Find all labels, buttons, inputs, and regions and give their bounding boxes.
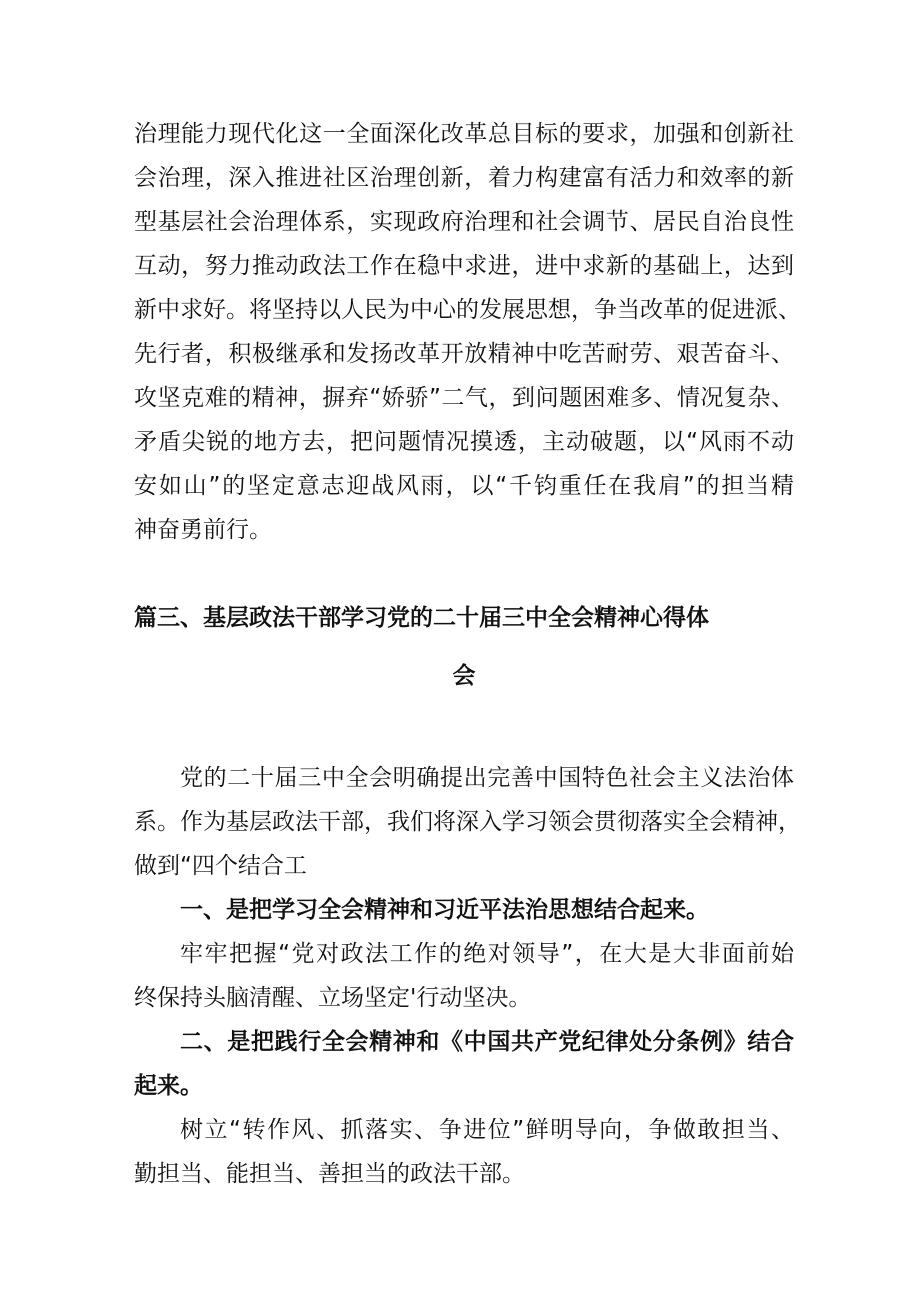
point-one bbox=[134, 888, 794, 1020]
section-heading-line: 篇三、基层政法干部学习党的二十届三中全会精神心得体 bbox=[134, 605, 709, 631]
text-line: 型基层社会治理体系，实现政府治理和社会调节、居民自治良性 bbox=[134, 209, 794, 235]
text-line: 新中求好。将坚持以人民为中心的发展思想，争当改革的促进派、 bbox=[134, 297, 801, 323]
section-heading bbox=[134, 596, 794, 698]
text-line: 安如山”的坚定意志迎战风雨，以“千钧重任在我肩”的担当精 bbox=[134, 473, 794, 499]
paragraph-continuation bbox=[134, 112, 801, 552]
text-line: 互动，努力推动政法工作在稳中求进，进中求新的基础上，达到 bbox=[134, 253, 794, 279]
text-line: 神奋勇前行。 bbox=[134, 517, 272, 543]
text-line: 系。作为基层政法干部，我们将深入学习领会贯彻落实全会精神， bbox=[134, 809, 801, 835]
text-line: 牢牢把握“党对政法工作的绝对领导”，在大是大非面前始 bbox=[180, 941, 794, 967]
text-line: 攻坚克难的精神，摒弃“娇骄”二气，到问题困难多、情况复杂、 bbox=[134, 385, 794, 411]
point-heading: 一、是把学习全会精神和习近平法治思想结合起来。 bbox=[180, 897, 709, 923]
text-line: 终保持头脑清醒、立场坚定'行动坚决。 bbox=[134, 985, 532, 1011]
text-line: 会治理，深入推进社区治理创新，着力构建富有活力和效率的新 bbox=[134, 165, 794, 191]
point-heading: 二、是把践行全会精神和《中国共产党纪律处分条例》结合 bbox=[180, 1029, 794, 1055]
text-line: 党的二十届三中全会明确提出完善中国特色社会主义法治体 bbox=[180, 765, 794, 791]
text-line: 勤担当、能担当、善担当的政法干部。 bbox=[134, 1161, 525, 1187]
text-line: 矛盾尖锐的地方去，把问题情况摸透，主动破题，以“风雨不动 bbox=[134, 429, 794, 455]
point-two bbox=[134, 1020, 794, 1196]
text-line: 治理能力现代化这一全面深化改革总目标的要求，加强和创新社 bbox=[134, 121, 794, 147]
text-line: 做到“四个结合工 bbox=[134, 853, 307, 879]
text-line: 先行者，积极继承和发扬改革开放精神中吃苦耐劳、艰苦奋斗、 bbox=[134, 341, 794, 367]
section-heading-line: 会 bbox=[452, 663, 476, 689]
point-heading: 起来。 bbox=[134, 1073, 203, 1099]
intro-paragraph bbox=[134, 756, 801, 888]
text-line: 树立“转作风、抓落实、争进位”鲜明导向，争做敢担当、 bbox=[180, 1117, 794, 1143]
